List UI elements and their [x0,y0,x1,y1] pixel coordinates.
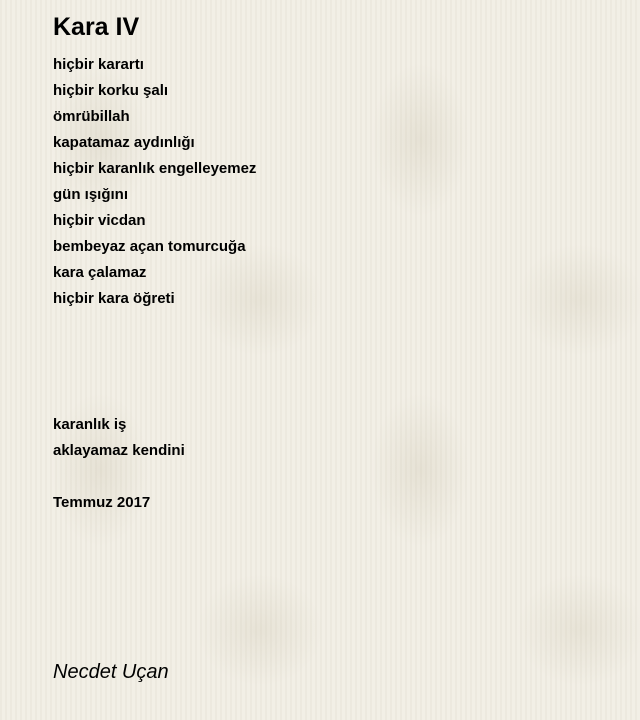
poem-line: aklayamaz kendini [53,442,185,459]
poem-line: hiçbir karartı [53,56,144,73]
poem-line: karanlık iş [53,416,127,433]
poem-stanza-2 [53,412,185,464]
poem-line: hiçbir korku şalı [53,82,169,99]
poem-line: kara çalamaz [53,264,147,281]
poem-line: gün ışığını [53,186,128,203]
poem-date: Temmuz 2017 [53,494,151,511]
poem-line: ömrübillah [53,108,130,125]
poem-line: hiçbir vicdan [53,212,146,229]
poem-line: hiçbir kara öğreti [53,290,175,307]
poem-line: hiçbir karanlık engelleyemez [53,160,257,177]
poem-title: Kara IV [53,13,140,41]
poem-line: bembeyaz açan tomurcuğa [53,238,246,255]
poem-stanza-1 [53,52,256,312]
poem-line: kapatamaz aydınlığı [53,134,195,151]
poem-author[interactable]: Necdet Uçan [53,661,169,683]
